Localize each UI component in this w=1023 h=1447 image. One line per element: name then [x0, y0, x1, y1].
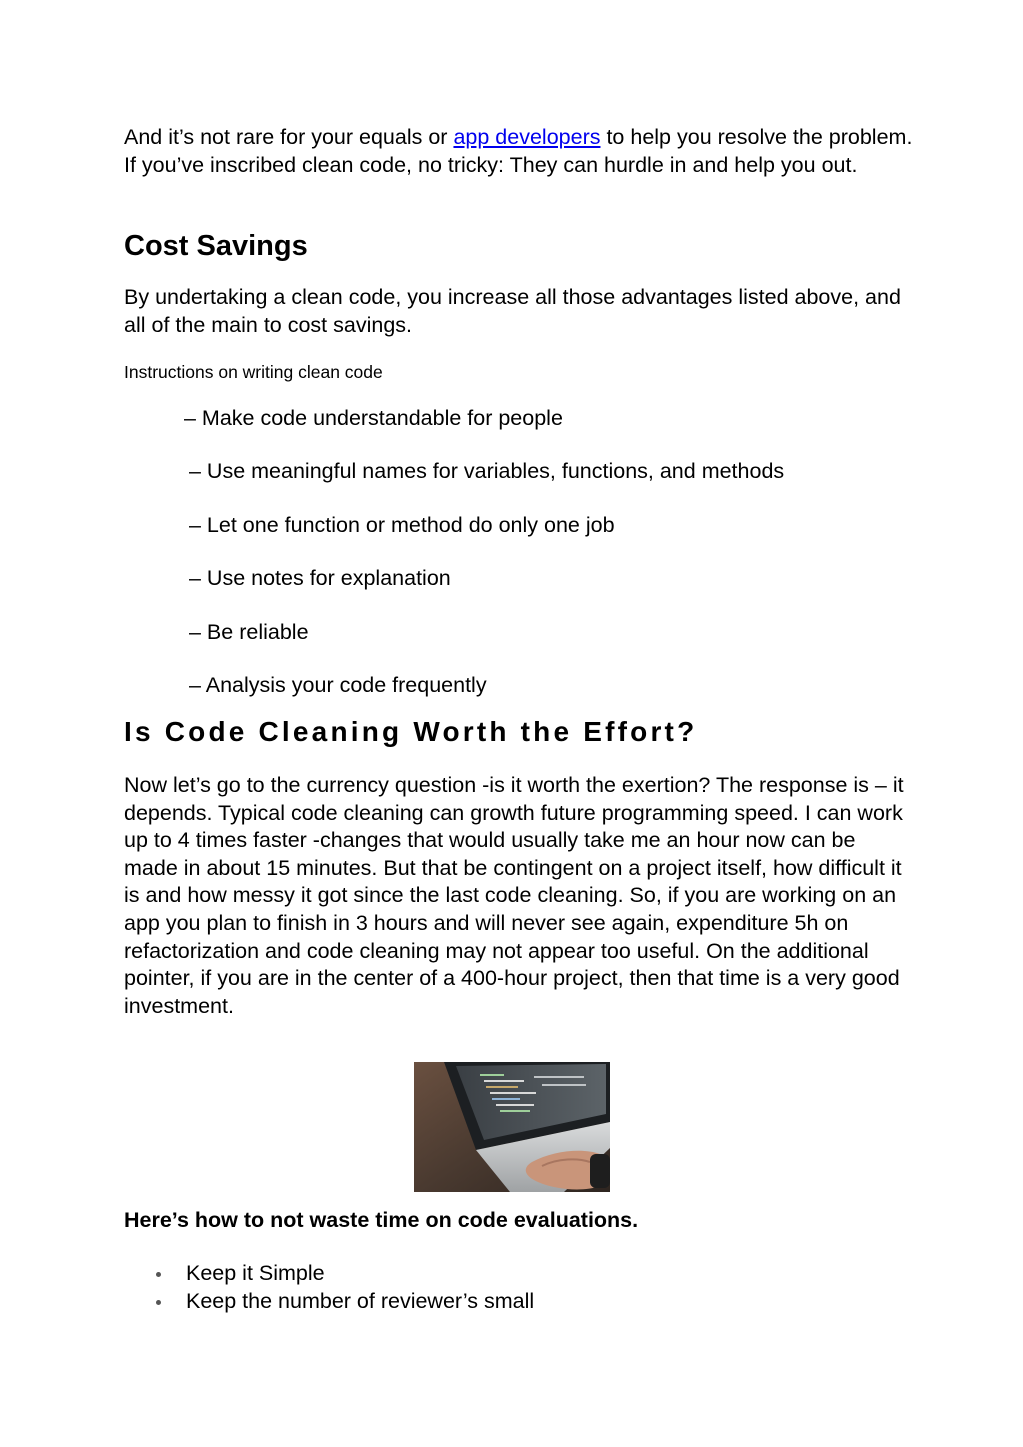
evaluations-list	[124, 1260, 914, 1315]
worth-effort-heading: Is Code Cleaning Worth the Effort?	[124, 716, 698, 747]
laptop-typing-photo	[414, 1062, 610, 1192]
cost-savings-paragraph: By undertaking a clean code, you increase all those advantages listed above, and all of the main to cost savings.	[124, 285, 901, 337]
bullet-icon	[156, 1300, 161, 1305]
instruction-item: – Use meaningful names for variables, functions, and methods	[189, 459, 785, 483]
instruction-item: – Be reliable	[189, 620, 309, 644]
bullet-icon	[156, 1272, 161, 1277]
instruction-item: – Analysis your code frequently	[189, 673, 487, 697]
list-item	[124, 1288, 914, 1316]
instructions-title: Instructions on writing clean code	[124, 362, 383, 382]
cost-savings-heading: Cost Savings	[124, 230, 308, 262]
instruction-item: – Make code understandable for people	[184, 406, 563, 430]
intro-text-after-link: to help you resolve the problem. If you’ve inscribed clean code, no tricky: They can hurdle in and help you out.	[124, 125, 913, 177]
app-developers-link[interactable]: app developers	[453, 125, 601, 149]
intro-text-before-link: And it’s not rare for your equals or	[124, 125, 454, 149]
instruction-item: – Use notes for explanation	[189, 566, 451, 590]
instruction-item: – Let one function or method do only one job	[189, 513, 615, 537]
evaluations-heading: Here’s how to not waste time on code evaluations.	[124, 1208, 639, 1232]
list-item-text: Keep it Simple	[186, 1261, 325, 1285]
worth-effort-paragraph: Now let’s go to the currency question -is it worth the exertion? The response is – it depends. Typical code cleaning can growth future programming speed. I can work up to 4 times faster -changes that would usually take me an hour now can be made in about 15 minutes. But that be contingent on a project itself, how difficult it is and how messy it got since the last code cleaning. So, if you are working on an app you plan to finish in 3 hours and will never see again, expenditure 5h on refactorization and code cleaning may not appear too useful. On the additional pointer, if you are in the center of a 400-hour project, then that time is a very good investment.	[124, 773, 904, 1018]
intro-paragraph	[124, 124, 914, 179]
list-item-text: Keep the number of reviewer’s small	[186, 1288, 535, 1313]
list-item	[124, 1260, 914, 1288]
